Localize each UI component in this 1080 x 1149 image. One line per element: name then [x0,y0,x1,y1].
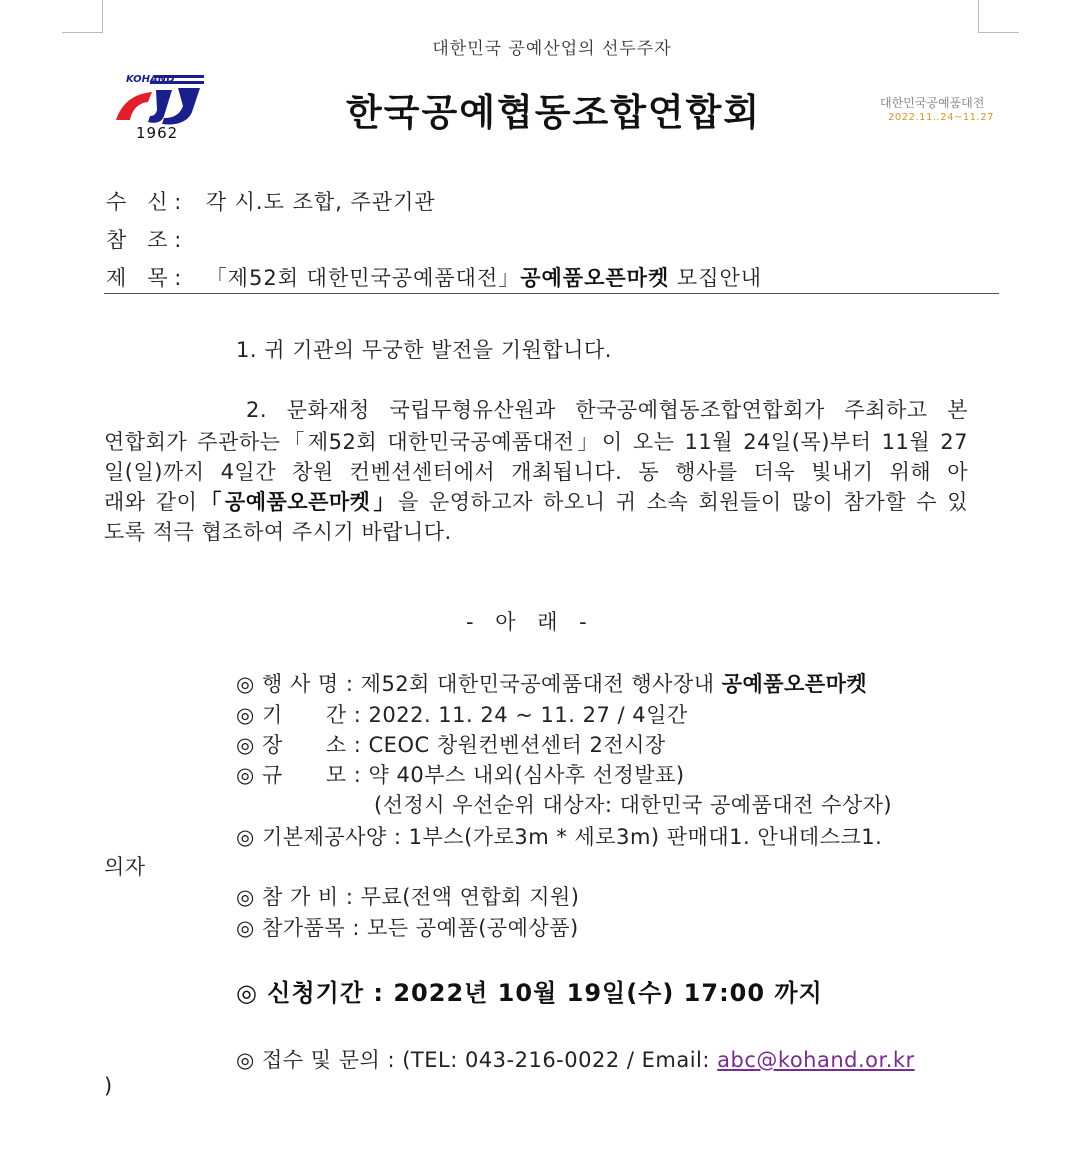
reference-row [106,224,198,254]
page-corner-right [978,0,1019,33]
application-deadline: ◎ 신청기간 : 2022년 10월 19일(수) 17:00 까지 [236,979,823,1007]
item-event-value: 제52회 대한민국공예품대전 행사장내 [360,672,722,696]
item-basic-spec [236,821,882,851]
item-place-label: ◎ 장 소 : [236,733,362,757]
subject-prefix: 「제52회 대한민국공예품대전」 [205,266,521,290]
paragraph-2-line-4-pre: 래와 같이 [104,490,198,514]
item-basic-wrap: 의자 [104,855,146,879]
item-place [236,729,666,759]
slogan: 대한민국 공예산업의 선두주자 [432,39,672,59]
notice-heading: - 아 래 - [466,610,588,634]
paragraph-2-line-4-bold: 「공예품오픈마켓」 [197,490,399,514]
item-place-value: CEOC 창원컨벤션센터 2전시장 [368,733,666,757]
subject-suffix: 모집안내 [669,266,763,290]
reference-label: 참 조 : [106,228,182,252]
item-event-bold: 공예품오픈마켓 [721,672,868,696]
item-scale-label: ◎ 규 모 : [236,763,362,787]
recipient-row [106,186,436,216]
item-scale-value: 약 40부스 내외(심사후 선정발표) [368,763,685,787]
subject-bold: 공예품오픈마켓 [520,266,670,290]
item-period-value: 2022. 11. 24 ~ 11. 27 / 4일간 [368,703,688,727]
item-fee-value: 무료(전액 연합회 지원) [360,885,580,909]
paragraph-2-line-2: 연합회가 주관하는「제52회 대한민국공예품대전」이 오는 11월 24일(목)부터 11월 27 [104,430,968,454]
header-divider [104,293,999,294]
paragraph-2-line-4-post: 을 운영하고자 하오니 귀 소속 회원들이 많이 참가할 수 있 [398,490,968,514]
contact-wrap: ) [104,1074,113,1098]
event-title-stamp: 대한민국공예품대전 [880,96,985,110]
item-scale [236,759,685,789]
item-basic-label: ◎ 기본제공사양 : [236,825,402,849]
item-fee [236,881,579,911]
page-corner-left [62,0,103,33]
item-event-name [236,668,867,698]
recipient-label: 수 신 : [106,190,182,214]
paragraph-2-line-5: 도록 적극 협조하여 주시기 바랍니다. [104,520,452,544]
paragraph-2-line-3: 일(일)까지 4일간 창원 컨벤션센터에서 개최됩니다. 동 행사를 더욱 빛내기 위해 아 [104,460,968,484]
event-dates-stamp: 2022.11..24~11.27 [888,112,994,123]
item-fee-label: ◎ 참 가 비 : [236,885,354,909]
subject-label: 제 목 : [106,266,182,290]
item-goods-value: 모든 공예품(공예상품) [367,916,579,940]
contact-email-link[interactable]: abc@kohand.or.kr [717,1048,915,1072]
item-goods [236,912,579,942]
item-goods-label: ◎ 참가품목 : [236,916,360,940]
organization-name: 한국공예협동조합연합회 [346,91,762,134]
item-event-label: ◎ 행 사 명 : [236,672,354,696]
subject-row [106,262,762,292]
item-basic-value: 1부스(가로3m * 세로3m) 판매대1. 안내데스크1. [408,825,883,849]
recipient-value: 각 시.도 조합, 주관기관 [205,190,436,214]
logo-year: 1962 [136,124,179,142]
item-scale-note: (선정시 우선순위 대상자: 대한민국 공예품대전 수상자) [374,793,893,817]
contact-prefix: ◎ 접수 및 문의 : (TEL: 043-216-0022 / Email: [236,1048,718,1072]
paragraph-2-line-1: 2. 문화재청 국립무형유산원과 한국공예협동조합연합회가 주최하고 본 [246,398,968,422]
logo-wordmark: KOHAND [126,74,175,85]
contact-row [236,1044,915,1074]
item-period-label: ◎ 기 간 : [236,703,362,727]
item-period [236,699,688,729]
paragraph-2-line-4 [104,486,968,516]
paragraph-1: 1. 귀 기관의 무궁한 발전을 기원합니다. [236,338,612,362]
